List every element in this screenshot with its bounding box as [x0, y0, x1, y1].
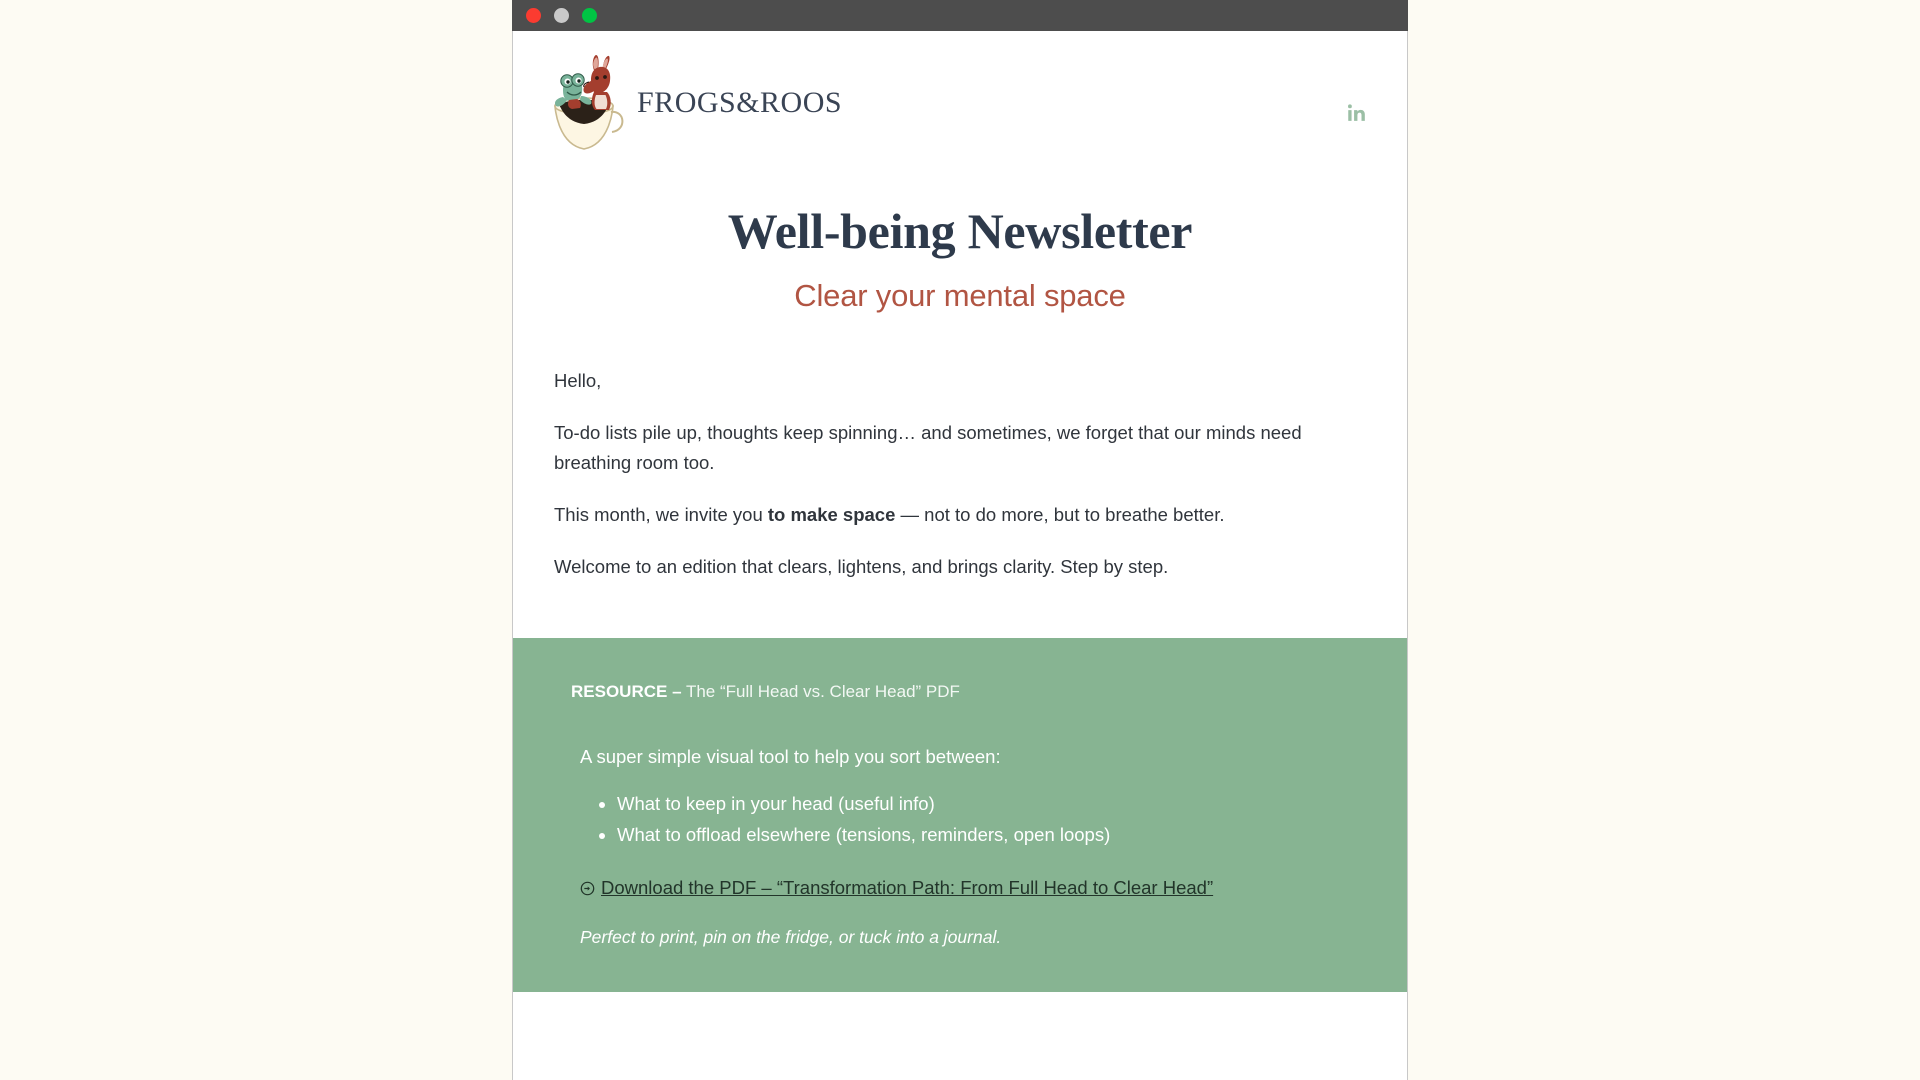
- list-item: • What to keep in your head (useful info): [617, 788, 1367, 820]
- next-section-placeholder: [513, 998, 1407, 1068]
- resource-note: Perfect to print, pin on the fridge, or tuck into a journal.: [580, 927, 1002, 948]
- resource-kicker: RESOURCE –: [571, 681, 682, 701]
- browser-window: [512, 0, 1408, 1080]
- newsletter-hero: [513, 174, 1407, 314]
- brand-wordmark: FROGS&ROOS: [637, 85, 843, 119]
- resource-panel: [513, 638, 1407, 992]
- intro-paragraph-2: [554, 500, 1359, 530]
- resource-heading: [571, 680, 1367, 704]
- frog-and-kangaroo-in-cup-logo: [539, 48, 629, 158]
- intro-copy: [513, 314, 1407, 582]
- page-title: Well-being Newsletter: [727, 203, 1193, 259]
- email-header: [513, 31, 1407, 174]
- resource-intro-text: A super simple visual tool to help you sort between:: [580, 745, 1001, 767]
- linkedin-icon[interactable]: [1347, 103, 1367, 123]
- page-subtitle: Clear your mental space: [794, 278, 1126, 313]
- email-page: [512, 31, 1408, 1080]
- greeting-text: Hello,: [554, 370, 602, 391]
- window-minimize-button[interactable]: [554, 8, 569, 23]
- intro-paragraph-1: To-do lists pile up, thoughts keep spinning… and sometimes, we forget that our minds need breathing room too.: [554, 421, 1302, 473]
- brand-lockup[interactable]: [539, 48, 842, 158]
- download-row[interactable]: [580, 877, 1367, 899]
- resource-bullet-list: [571, 788, 1367, 852]
- intro-paragraph-3: Welcome to an edition that clears, lightens, and brings clarity. Step by step.: [554, 555, 1169, 577]
- intro-paragraph-2-after: — not to do more, but to breathe better.: [895, 503, 1225, 525]
- window-maximize-button[interactable]: [582, 8, 597, 23]
- download-circle-arrow-icon: [580, 881, 595, 896]
- social-links: [1347, 103, 1367, 123]
- window-titlebar: [512, 0, 1408, 31]
- download-pdf-link[interactable]: Download the PDF – “Transformation Path: From Full Head to Clear Head”: [601, 877, 1214, 899]
- section-spacer: [513, 582, 1407, 638]
- intro-paragraph-2-before: This month, we invite you: [554, 503, 768, 525]
- list-item: • What to offload elsewhere (tensions, reminders, open loops): [617, 819, 1367, 851]
- resource-heading-rest: The “Full Head vs. Clear Head” PDF: [681, 681, 960, 701]
- window-close-button[interactable]: [526, 8, 541, 23]
- intro-paragraph-2-emphasis: to make space: [767, 503, 896, 525]
